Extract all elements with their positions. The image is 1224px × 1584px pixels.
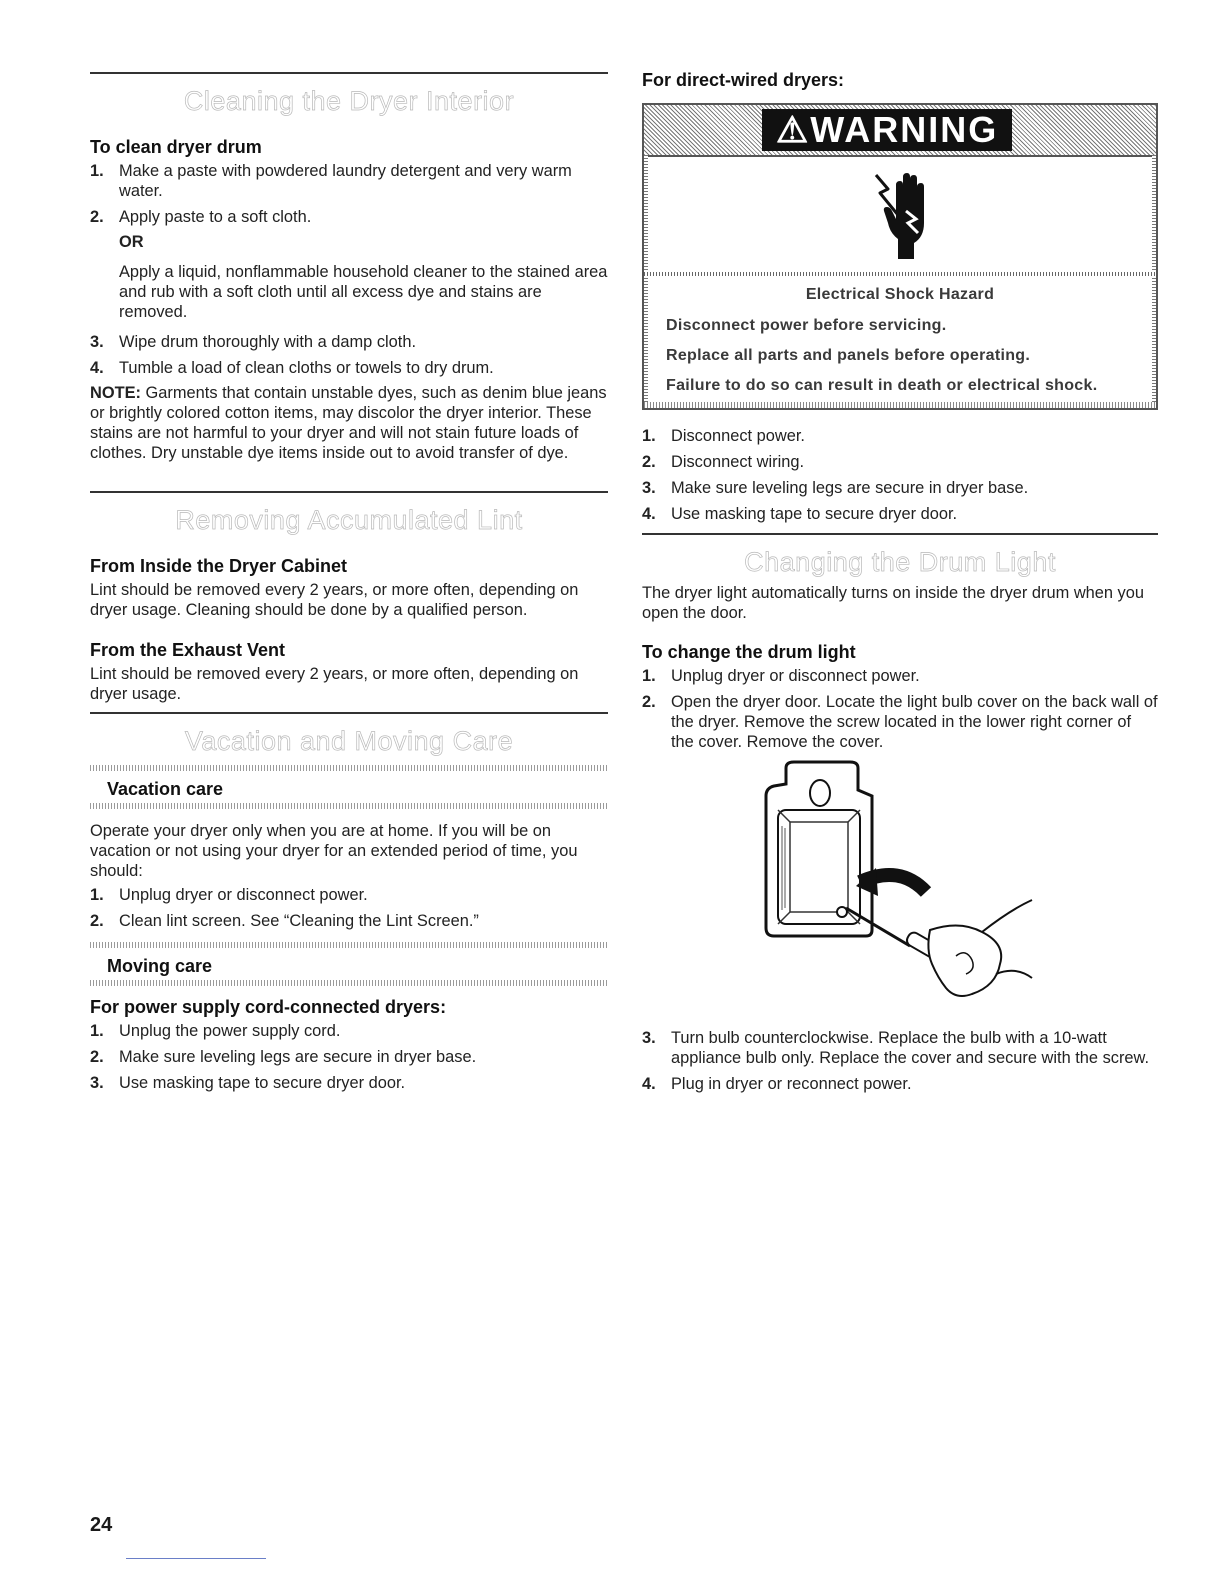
electric-shock-hand-icon xyxy=(870,163,940,265)
vacation-care-heading: Vacation care xyxy=(107,779,224,799)
list-item: 2. Disconnect wiring. xyxy=(642,453,804,471)
direct-wired-heading: For direct-wired dryers: xyxy=(642,70,845,90)
list-item: 1. Disconnect power. xyxy=(642,427,805,445)
direct-wired-steps xyxy=(642,426,1158,530)
warning-line: Failure to do so can result in death or electrical shock. xyxy=(666,377,1098,394)
list-item: 1. Unplug the power supply cord. xyxy=(90,1022,341,1040)
warning-label: ⚠WARNING xyxy=(762,109,1012,151)
section-title-vacation: Vacation and Moving Care xyxy=(184,726,514,756)
section-title-cleaning: Cleaning the Dryer Interior xyxy=(183,86,515,116)
drum-light-steps-b xyxy=(642,1028,1158,1100)
warning-side xyxy=(644,155,648,408)
clean-steps-a xyxy=(90,161,608,233)
section-divider xyxy=(90,491,608,493)
subhead-band xyxy=(90,942,608,948)
change-drum-light-heading: To change the drum light xyxy=(642,642,856,662)
warning-banner xyxy=(644,105,1156,157)
section-title-drum-light: Changing the Drum Light xyxy=(744,547,1056,577)
warning-box xyxy=(642,103,1158,410)
or-label: OR xyxy=(119,233,144,251)
list-item: 4. Plug in dryer or reconnect power. xyxy=(642,1075,912,1093)
vacation-text: Operate your dryer only when you are at home. If you will be on vacation or not using your dryer for an extended period of time, you should: xyxy=(90,822,578,880)
drum-light-steps-a xyxy=(642,666,1158,758)
list-item: 1. Unplug dryer or disconnect power. xyxy=(90,886,368,904)
list-item: 1. Unplug dryer or disconnect power. xyxy=(642,667,920,685)
list-item: 3. Use masking tape to secure dryer door. xyxy=(90,1074,406,1092)
list-item: 4. Use masking tape to secure dryer door. xyxy=(642,505,958,523)
cord-connected-heading: For power supply cord-connected dryers: xyxy=(90,997,447,1017)
list-item: 2. Open the dryer door. Locate the light bulb cover on the back wall of the dryer. Remove the screw located in the lower right corner of the cover. Remove the cover. xyxy=(642,693,1158,751)
clean-drum-heading: To clean dryer drum xyxy=(90,137,262,157)
list-item: 4. Tumble a load of clean cloths or towels to dry drum. xyxy=(90,359,494,377)
warning-bottom-band xyxy=(644,402,1156,408)
drum-light-intro: The dryer light automatically turns on inside the dryer drum when you open the door. xyxy=(642,584,1144,622)
list-item: 3. Turn bulb counterclockwise. Replace the bulb with a 10-watt appliance bulb only. Replace the cover and secure with the screw. xyxy=(642,1029,1150,1067)
section-divider xyxy=(90,72,608,74)
vent-text: Lint should be removed every 2 years, or more often, depending on dryer usage. xyxy=(90,665,579,703)
warning-side xyxy=(1152,155,1156,408)
subhead-band xyxy=(90,803,608,809)
warning-separator xyxy=(644,272,1156,276)
subhead-band xyxy=(90,765,608,771)
left-column xyxy=(90,0,608,1584)
cord-steps xyxy=(90,1021,608,1099)
subhead-band xyxy=(90,980,608,986)
cabinet-heading: From Inside the Dryer Cabinet xyxy=(90,556,348,576)
alt-cleaner-text: Apply a liquid, nonflammable household cleaner to the stained area and rub with a soft cloth until all excess dye and stains are removed. xyxy=(119,263,608,321)
list-item: 1. Make a paste with powdered laundry detergent and very warm water. xyxy=(90,162,572,200)
section-title-lint: Removing Accumulated Lint xyxy=(175,505,523,535)
vent-heading: From the Exhaust Vent xyxy=(90,640,286,660)
cabinet-text: Lint should be removed every 2 years, or more often, depending on dryer usage. Cleaning should be done by a qualified person. xyxy=(90,581,579,619)
warning-line: Disconnect power before servicing. xyxy=(666,317,947,334)
moving-care-heading: Moving care xyxy=(107,956,213,976)
section-divider xyxy=(642,533,1158,535)
dye-note: NOTE: Garments that contain unstable dyes, such as denim blue jeans or brightly colored cotton items, may discolor the dryer interior. These stains are not harmful to your dryer and will not stain future loads of clothes. Dry unstable dye items inside out to avoid transfer of dye. xyxy=(90,384,607,462)
bulb-cover-illustration xyxy=(760,760,1040,1016)
list-item: 3. Make sure leveling legs are secure in dryer base. xyxy=(642,479,1029,497)
warning-line: Replace all parts and panels before operating. xyxy=(666,347,1031,364)
footer-rule xyxy=(126,1558,266,1559)
warning-triangle-icon: ⚠ xyxy=(776,109,811,150)
list-item: 2. Apply paste to a soft cloth. xyxy=(90,208,312,226)
section-divider xyxy=(90,712,608,714)
list-item: 3. Wipe drum thoroughly with a damp cloth. xyxy=(90,333,416,351)
page-number: 24 xyxy=(90,1514,113,1536)
hazard-title: Electrical Shock Hazard xyxy=(805,286,995,303)
list-item: 2. Make sure leveling legs are secure in dryer base. xyxy=(90,1048,477,1066)
vacation-steps xyxy=(90,885,608,937)
list-item: 2. Clean lint screen. See “Cleaning the Lint Screen.” xyxy=(90,912,479,930)
clean-steps-b xyxy=(90,332,608,384)
